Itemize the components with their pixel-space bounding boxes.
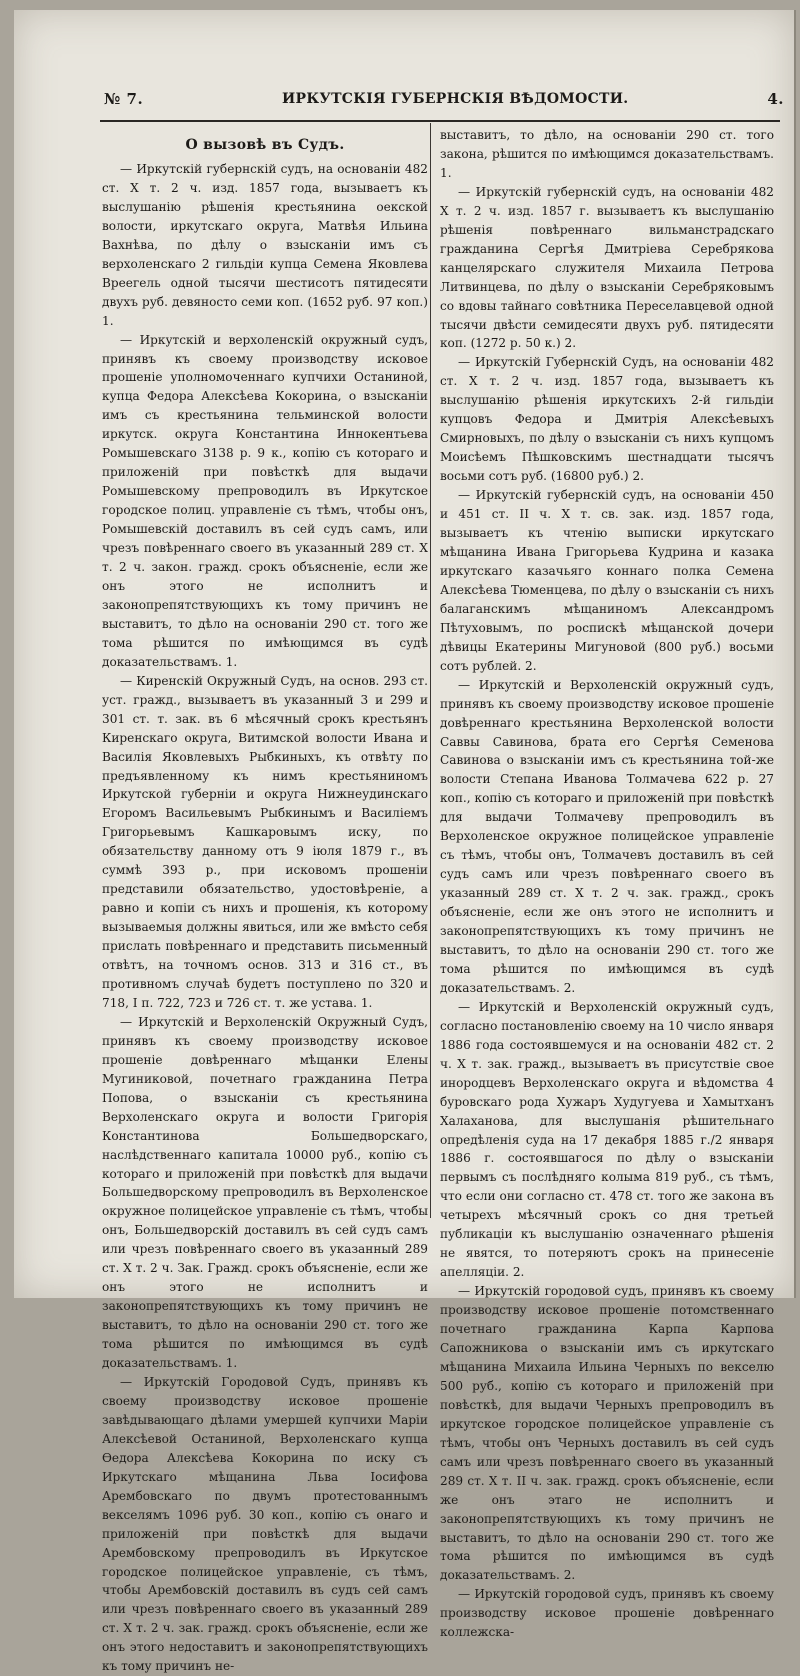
notice-paragraph: — Иркутскій и Верхоленскій окружный судъ, принявъ къ своему производству исковое прошеніе довѣреннаго крестьянина Верхоленской волости Саввы Савинова, брата его Сергѣя Семенова Савинова о взысканіи имъ съ крестьянина той-же волости Степана Иванова Толмачева 622 р. 27 коп., копію съ котораго и приложеній при повѣсткѣ для выдачи Толмачеву препроводилъ въ Верхоленское окружное полицейское управленіе съ тѣмъ, чтобы онъ, Толмачевъ доставилъ въ сей судъ самъ или чрезъ повѣреннаго своего въ указанный 289 ст. X т. 2 ч. зак. гражд., срокъ объясненіе, если же онъ этого не исполнитъ и законопрепятствующихъ къ тому причинъ не выставитъ, то дѣло на основаніи 290 ст. того же тома рѣшится по имѣющимся въ судѣ доказательствамъ. 2. xyxy=(440,677,774,995)
notice-paragraph: — Иркутскій губернскій судъ, на основаніи 482 X т. 2 ч. изд. 1857 г. вызываетъ къ выслушанію рѣшенія повѣреннаго вильманстрадскаго гражданина Сергѣя Дмитріева Серебрякова канцелярскаго служителя Михаила Петрова Литвинцева, по дѣлу о взысканіи Серебряковымъ со вдовы тайнаго совѣтника Переселавцевой одной тысячи двѣсти семидесяти двухъ руб. пятидесяти коп. (1272 р. 50 к.) 2. xyxy=(440,184,774,351)
notice-paragraph: — Иркутскій и верхоленскій окружный судъ, принявъ къ своему производству исковое прошеніе уполномоченнаго купчихи Останиной, купца Федора Алексѣева Кокорина, о взысканіи имъ съ крестьянина тельминской волости иркутск. округа Константина Иннокентьева Ромышевскаго 3138 р. 9 к., копію съ котораго и приложеній при повѣсткѣ для выдачи Ромышевскому препроводилъ въ Иркутское городское полиц. управленіе съ тѣмъ, чтобы онъ, Ромышевскій доставилъ въ сей судъ самъ, или чрезъ повѣреннаго своего въ указанный 289 ст. X т. 2 ч. закон. гражд. срокъ объясненіе, если же онъ этого не исполнитъ и законопрепятствующихъ къ тому причинъ не выставитъ, то дѣло на основаніи 290 ст. того же тома рѣшится по имѣющимся въ судѣ доказательствамъ. 1. xyxy=(102,332,428,669)
newspaper-title: ИРКУТСКІЯ ГУБЕРНСКІЯ ВѢДОМОСТИ. xyxy=(282,91,629,107)
notice-paragraph: — Иркутскій городовой судъ, принявъ къ своему производству исковое прошеніе довѣреннаго коллежска- xyxy=(440,1587,774,1640)
page-number: 4. xyxy=(767,90,784,108)
notice-paragraph: — Иркутскій Городовой Судъ, принявъ къ своему производству исковое прошеніе завѣдывающаго дѣлами умершей купчихи Маріи Алексѣевой Останиной, Верхоленскаго купца Ѳедора Алексѣева Кокорина по иску съ Иркутскаго мѣщанина Льва Іосифова Арембовскаго по двумъ протестованнымъ векселямъ 1096 руб. 30 коп., копію съ онаго и приложеній при повѣсткѣ для выдачи Арембовскому препроводилъ въ Иркутское городское полицейское управленіе, съ тѣмъ, чтобы Арембовскій доставилъ въ судъ сей самъ или чрезъ повѣреннаго своего въ указанный 289 ст. X т. 2 ч. зак. гражд. срокъ объясненіе, если же онъ этого недоставитъ и законопрепятствующихъ къ тому причинъ не- xyxy=(102,1375,428,1674)
page-header xyxy=(104,84,784,114)
right-column xyxy=(440,126,774,1642)
continued-paragraph: выставитъ, то дѣло, на основаніи 290 ст. того закона, рѣшится по имѣющимся доказательствамъ. 1. xyxy=(440,128,774,180)
notice-paragraph: — Иркутскій губернскій судъ, на основаніи 482 ст. X т. 2 ч. изд. 1857 года, вызываетъ къ выслушанію рѣшенія крестьянина оекской волости, иркутскаго округа, Матвѣя Ильина Вахнѣва, по дѣлу о взысканіи имъ съ верхоленскаго 2 гильдіи купца Семена Яковлева Вреегель одной тысячи шестисотъ пятидесяти двухъ руб. девяносто семи коп. (1652 руб. 97 коп.) 1. xyxy=(102,162,428,328)
notice-paragraph: — Иркутскій и Верхоленскій Окружный Судъ, принявъ къ своему производству исковое прошеніе довѣреннаго мѣщанки Елены Мугиниковой, почетнаго гражданина Петра Попова, о взысканіи съ крестьянина Верхоленскаго округа и волости Григорія Константинова Большедворскаго, наслѣдственнаго капитала 10000 руб., копію съ котораго и приложеній при повѣсткѣ для выдачи Большедворскому препроводилъ въ Верхоленское окружное полицейское управленіе съ тѣмъ, чтобы онъ, Большедворскій доставилъ въ сей судъ самъ или чрезъ повѣреннаго своего въ указанный 289 ст. X т. 2 ч. Зак. Гражд. срокъ объясненіе, если же онъ этого не исполнитъ и законопрепятствующихъ къ тому причинъ не выставитъ, то дѣло на основаніи 290 ст. того же тома рѣшится по имѣющимся въ судѣ доказательствамъ. 1. xyxy=(102,1014,428,1371)
notice-paragraph: — Иркутскій Губернскій Судъ, на основаніи 482 ст. X т. 2 ч. изд. 1857 года, вызываетъ къ выслушанію рѣшенія иркутскихъ 2-й гильдіи купцовъ Федора и Дмитрія Алексѣевыхъ Смирновыхъ, по дѣлу о взысканіи съ нихъ купцомъ Моисѣемъ Пѣшковскимъ шестнадцати тысячъ восьми сотъ руб. (16800 руб.) 2. xyxy=(440,355,774,484)
notice-paragraph: — Иркутскій и Верхоленскій окружный судъ, согласно постановленію своему на 10 число января 1886 года состоявшемуся и на основаніи 482 ст. 2 ч. X т. зак. гражд., вызываетъ въ присутствіе свое инородцевъ Верхоленскаго округа и вѣдомства 4 буровскаго рода Хужаръ Худугуева и Хамытханъ Халаханова, для выслушанія рѣшительнаго опредѣленія суда на 17 декабря 1885 г./2 января 1886 г. состоявшагося по дѣлу о взысканіи первымъ съ послѣдняго колыма 819 руб., съ тѣмъ, что если они согласно ст. 478 ст. того же закона въ четырехъ мѣсячный срокъ со дня третьей публикаціи къ выслушанію означеннаго рѣшенія не явятся, то потеряютъ срокъ на принесеніе апелляціи. 2. xyxy=(440,999,775,1280)
notice-paragraph: — Киренскій Окружный Судъ, на основ. 293 ст. уст. гражд., вызываетъ въ указанный 3 и 299 и 301 ст. т. зак. въ 6 мѣсячный срокъ крестьянъ Киренскаго округа, Витимской волости Ивана и Василія Яковлевыхъ Рыбкиныхъ, къ отвѣту по предъявленному къ нимъ крестьяниномъ Иркутской губерніи и округа Нижнеудинскаго Егоромъ Васильевымъ Рыбкинымъ и Василіемъ Григорьевымъ Кашкаровымъ иску, по обязательству данному отъ 9 іюля 1879 г., въ суммѣ 393 р., при исковомъ прошеніи представили обязательство, удостовѣреніе, а равно и копіи съ нихъ и прошенія, къ которому вызываемыя должны явиться, или же вмѣсто себя прислать повѣреннаго и представить письменный отвѣтъ, на точномъ основ. 313 и 316 ст., въ противномъ случаѣ будетъ поступлено по 320 и 718, I п. 722, 723 и 726 ст. т. же устава. 1. xyxy=(102,673,428,1010)
header-rule xyxy=(100,120,780,122)
notice-paragraph: — Иркутскій губернскій судъ, на основаніи 450 и 451 ст. II ч. X т. св. зак. изд. 1857 года, вызываетъ къ чтенію выписки иркутскаго мѣщанина Ивана Григорьева Кудрина и казака иркутскаго казачьяго коннаго полка Семена Алексѣева Тюменцева, по дѣлу о взысканіи съ нихъ балаганскимъ мѣщаниномъ Александромъ Пѣтуховымъ, по роспискѣ мѣщанской дочери дѣвицы Екатерины Мигуновой (800 руб.) восьми сотъ рублей. 2. xyxy=(440,488,774,673)
newspaper-page xyxy=(14,10,796,1674)
column-divider xyxy=(430,123,431,1218)
issue-number: № 7. xyxy=(104,90,144,108)
section-title: О вызовѣ въ Судъ. xyxy=(185,137,345,153)
left-column xyxy=(102,126,428,1676)
notice-paragraph: — Иркутскій городовой судъ, принявъ къ своему производству исковое прошеніе потомственнаго почетнаго гражданина Карпа Карпова Сапожникова о взысканіи имъ съ иркутскаго мѣщанина Михаила Ильина Черныхъ по векселю 500 руб., копію съ котораго и приложеній при повѣсткѣ, для выдачи Черныхъ препроводилъ въ иркутское городское полицейское управленіе съ тѣмъ, чтобы онъ Черныхъ доставилъ въ сей судъ самъ или чрезъ повѣреннаго своего въ указанный 289 ст. X т. II ч. зак. гражд. срокъ объясненіе, если же онъ этаго не исполнитъ и законопрепятствующихъ къ тому причинъ не выставитъ, то дѣло на основаніи 290 ст. того же тома рѣшится по имѣющимся въ судѣ доказательствамъ. 2. xyxy=(440,1284,774,1583)
